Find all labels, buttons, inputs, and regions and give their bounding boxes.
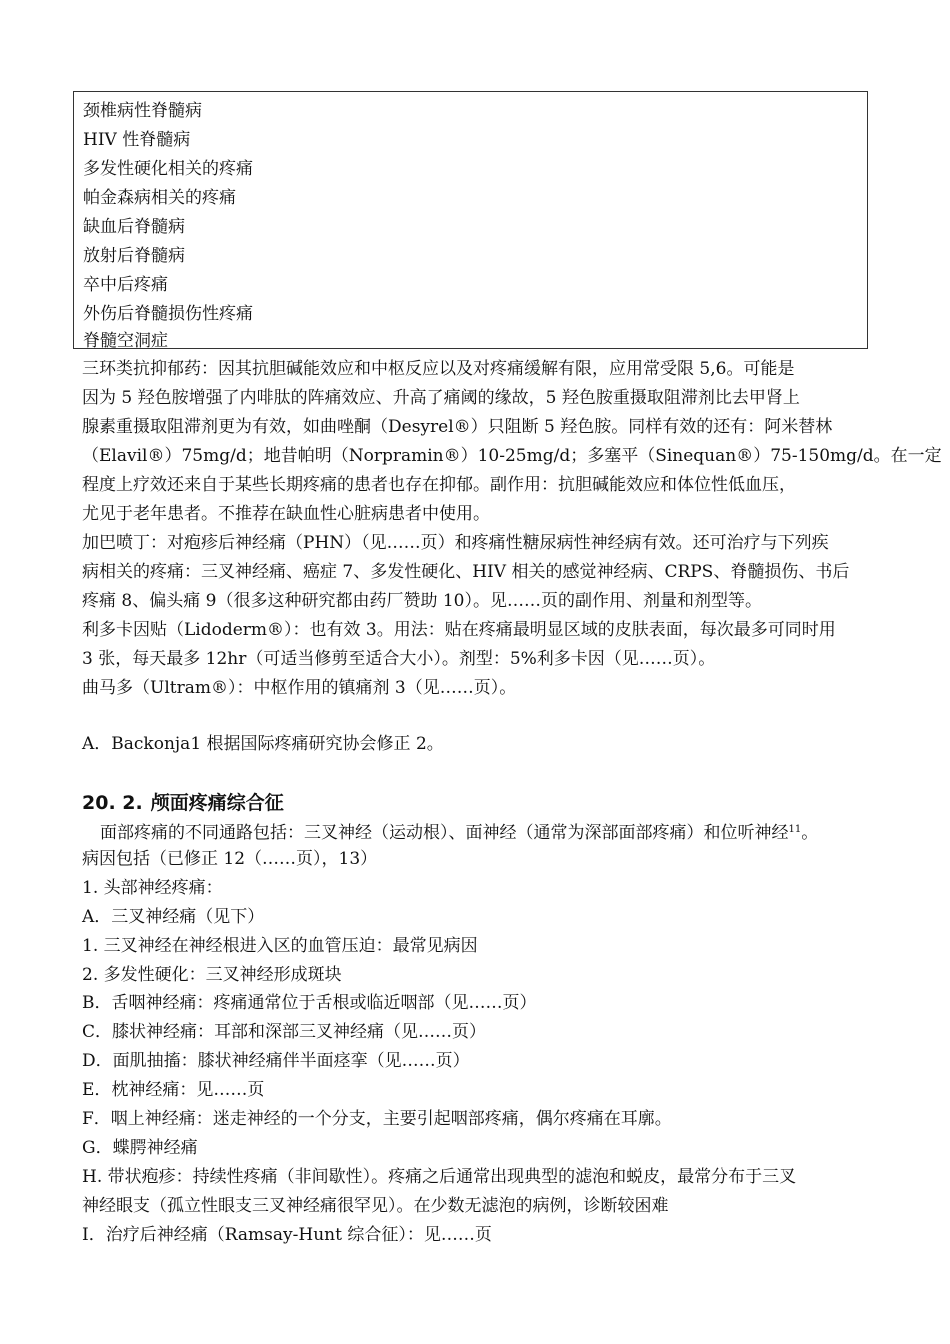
list-item: F．咽上神经痛：迷走神经的一个分支，主要引起咽部疼痛，偶尔疼痛在耳廓。 [82, 1109, 672, 1129]
box-item: HIV 性脊髓病 [83, 130, 191, 150]
tramadol-paragraph: 曲马多（Ultram®）：中枢作用的镇痛剂 3（见……页）。 [82, 678, 517, 698]
list-item: 2. 多发性硬化：三叉神经形成斑块 [82, 965, 342, 985]
box-item: 帕金森病相关的疼痛 [83, 188, 236, 208]
gabapentin-paragraph-line: 加巴喷丁：对疱疹后神经痛（PHN）（见……页）和疼痛性糖尿病性神经病有效。还可治疗与下列疾 [82, 533, 829, 553]
box-item: 卒中后疼痛 [83, 275, 168, 295]
tca-paragraph-line: 三环类抗抑郁药：因其抗胆碱能效应和中枢反应以及对疼痛缓解有限，应用常受限 5,6。可能是 [82, 359, 795, 379]
list-item: E．枕神经痛：见……页 [82, 1080, 265, 1100]
list-item: I．治疗后神经痛（Ramsay-Hunt 综合征）：见……页 [82, 1225, 492, 1245]
lidoderm-paragraph-line: 3 张，每天最多 12hr（可适当修剪至适合大小）。剂型：5%利多卡因（见……页）。 [82, 649, 716, 669]
box-item: 放射后脊髓病 [83, 246, 185, 266]
box-item: 颈椎病性脊髓病 [83, 101, 202, 121]
box-item: 多发性硬化相关的疼痛 [83, 159, 253, 179]
list-item: B．舌咽神经痛：疼痛通常位于舌根或临近咽部（见……页） [82, 993, 537, 1013]
tca-paragraph-line: 程度上疗效还来自于某些长期疼痛的患者也存在抑郁。副作用：抗胆碱能效应和体位性低血压， [82, 475, 796, 495]
list-item: H. 带状疱疹：持续性疼痛（非间歇性）。疼痛之后通常出现典型的滤泡和蜕皮，最常分布于三叉 [82, 1167, 797, 1187]
list-item: D．面肌抽搐：膝状神经痛伴半面痉挛（见……页） [82, 1051, 470, 1071]
gabapentin-paragraph-line: 病相关的疼痛：三叉神经痛、癌症 7、多发性硬化、HIV 相关的感觉神经病、CRPS、脊髓损伤、书后 [82, 562, 850, 582]
list-item: A．三叉神经痛（见下） [82, 907, 265, 927]
footnote-a: A．Backonja1 根据国际疼痛研究协会修正 2。 [82, 734, 444, 754]
list-item: 1. 头部神经疼痛： [82, 878, 223, 898]
tca-paragraph-line: 腺素重摄取阻滞剂更为有效，如曲唑酮（Desyrel®）只阻断 5 羟色胺。同样有效的还有：阿米替林 [82, 417, 833, 437]
intro-paragraph [100, 819, 818, 844]
list-item: G．蝶腭神经痛 [82, 1138, 198, 1158]
intro-text: 面部疼痛的不同通路包括：三叉神经（运动根）、面神经（通常为深部面部疼痛）和位听神经 [100, 823, 789, 843]
box-item: 缺血后脊髓病 [83, 217, 185, 237]
tca-paragraph-line: （Elavil®）75mg/d；地昔帕明（Norpramin®）10-25mg/d；多塞平（Sinequan®）75-150mg/d。在一定 [82, 446, 942, 466]
tca-paragraph-line: 因为 5 羟色胺增强了内啡肽的阵痛效应、升高了痛阈的缘故，5 羟色胺重摄取阻滞剂比去甲肾上 [82, 388, 800, 408]
etiology-line: 病因包括（已修正 12（……页），13） [82, 849, 378, 869]
condition-list-box [73, 91, 868, 349]
intro-superscript: 11 [788, 824, 802, 835]
section-number: 20. 2. [82, 792, 143, 814]
list-item: C．膝状神经痛：耳部和深部三叉神经痛（见……页） [82, 1022, 487, 1042]
tca-paragraph-line: 尤见于老年患者。不推荐在缺血性心脏病患者中使用。 [82, 504, 490, 524]
list-item: 1. 三叉神经在神经根进入区的血管压迫：最常见病因 [82, 936, 478, 956]
section-title: 颅面疼痛综合征 [150, 792, 284, 814]
intro-end: 。 [801, 823, 819, 843]
list-item: 神经眼支（孤立性眼支三叉神经痛很罕见）。在少数无滤泡的病例，诊断较困难 [82, 1196, 669, 1216]
box-item: 脊髓空洞症 [83, 331, 168, 351]
box-item: 外伤后脊髓损伤性疼痛 [83, 304, 253, 324]
section-heading [82, 788, 292, 815]
lidoderm-paragraph-line: 利多卡因贴（Lidoderm®）：也有效 3。用法：贴在疼痛最明显区域的皮肤表面，每次最多可同时用 [82, 620, 836, 640]
gabapentin-paragraph-line: 疼痛 8、偏头痛 9（很多这种研究都由药厂赞助 10）。见……页的副作用、剂量和剂型等。 [82, 591, 762, 611]
